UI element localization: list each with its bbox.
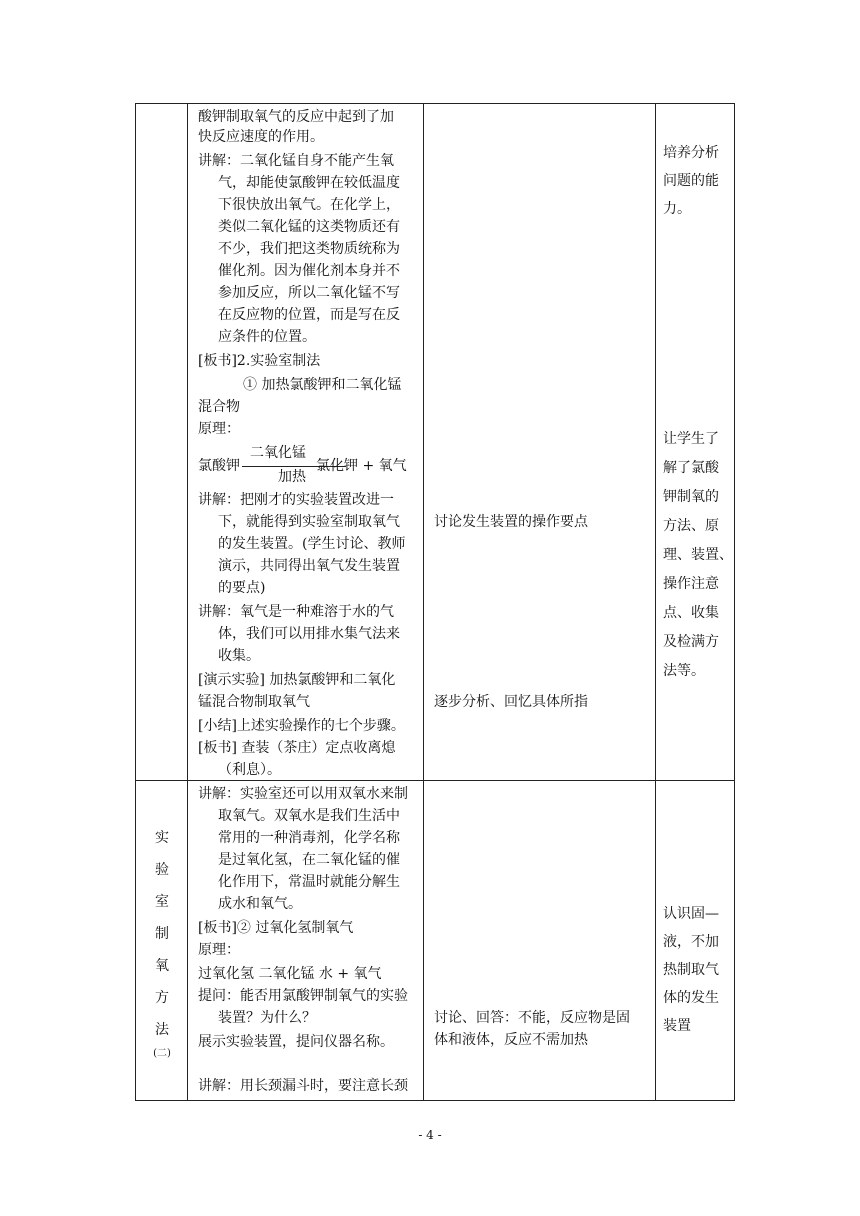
content-line: 收集。	[218, 648, 260, 664]
content-line: [板书]② 过氧化氢制氧气	[198, 920, 354, 936]
content-line: 不少，我们把这类物质统称为	[218, 241, 400, 257]
section-char: 氧	[155, 958, 169, 974]
content-line: 快反应速度的作用。	[198, 129, 324, 145]
content-line: 体，我们可以用排水集气法来	[218, 626, 400, 642]
objective-line: 热制取气	[663, 962, 719, 978]
objective-line: 问题的能	[663, 173, 719, 189]
content-line: 在反应物的位置，而是写在反	[218, 307, 400, 323]
activity-line: 讨论发生装置的操作要点	[434, 514, 588, 530]
content-line: 混合物	[198, 399, 240, 415]
section-cell	[136, 781, 188, 1101]
content-line: 讲解：二氧化锰自身不能产生氧	[198, 153, 394, 169]
lesson-plan-table	[135, 103, 735, 1101]
content-line: 原理：	[198, 942, 240, 958]
objective-line: 钾制氧的	[663, 489, 719, 505]
objective-cell	[656, 104, 735, 781]
objective-line: 体的发生	[663, 990, 719, 1006]
objective-line: 解了氯酸	[663, 460, 719, 476]
objective-line: 装置	[663, 1018, 691, 1034]
activity-line: 讨论、回答：不能，反应物是固	[434, 1010, 630, 1026]
objective-line: 让学生了	[663, 431, 719, 447]
objective-line: 操作注意	[663, 576, 719, 592]
objective-cell	[656, 781, 735, 1101]
content-line: 应条件的位置。	[218, 329, 316, 345]
activity-line: 体和液体，反应不需加热	[434, 1032, 588, 1048]
content-line: 下，就能得到实验室制取氧气	[218, 514, 400, 530]
content-line: 讲解：把刚才的实验装置改进一	[198, 492, 394, 508]
content-line: 提问：能否用氯酸钾制氧气的实验	[198, 988, 408, 1004]
table-row	[136, 104, 735, 781]
content-line: 类似二氧化锰的这类物质还有	[218, 219, 400, 235]
objective-line: 法等。	[663, 663, 705, 679]
objective-line: 理、装置、	[663, 547, 733, 563]
content-line: 展示实验装置，提问仪器名称。	[198, 1034, 394, 1050]
activity-cell	[424, 781, 656, 1101]
content-line: 气，却能使氯酸钾在较低温度	[218, 175, 400, 191]
content-line: （利息）。	[218, 762, 281, 778]
reaction-condition-top: 二氧化锰	[250, 445, 306, 461]
content-cell	[188, 781, 424, 1101]
content-line: 演示，共同得出氧气发生装置	[218, 558, 400, 574]
content-line: 参加反应，所以二氧化锰不写	[218, 285, 400, 301]
content-line: 讲解：实验室还可以用双氧水来制	[198, 786, 408, 802]
reaction-products: 氯化钾 + 氧气	[316, 458, 407, 474]
objective-line: 液，不加	[663, 934, 719, 950]
content-line: 锰混合物制取氧气	[198, 694, 310, 710]
content-line: 是过氧化氢，在二氧化锰的催	[218, 852, 400, 868]
section-char: 制	[155, 926, 169, 942]
content-line: 成水和氧气。	[218, 896, 302, 912]
content-line: 原理：	[198, 421, 240, 437]
section-char: 方	[155, 990, 169, 1006]
section-char: 室	[155, 894, 169, 910]
reaction-reactant: 氯酸钾	[198, 458, 240, 474]
content-line: 催化剂。因为催化剂本身并不	[218, 263, 400, 279]
table-row	[136, 781, 735, 1101]
content-line: [板书]2.实验室制法	[198, 353, 321, 369]
section-char: (二)	[153, 1048, 171, 1059]
objective-line: 认识固—	[663, 906, 719, 922]
page-number: - 4 -	[418, 1128, 442, 1142]
objective-line: 及检满方	[663, 634, 719, 650]
content-line: [板书] 查装（茶庄）定点收离熄	[198, 740, 396, 756]
section-char: 实	[155, 830, 169, 846]
section-char: 验	[155, 862, 169, 878]
content-line: 讲解：用长颈漏斗时，要注意长颈	[198, 1078, 408, 1094]
content-line: 下很快放出氧气。在化学上，	[218, 197, 400, 213]
content-line: 讲解：氧气是一种难溶于水的气	[198, 604, 394, 620]
section-cell	[136, 104, 188, 781]
content-line: 的发生装置。(学生讨论、教师	[218, 536, 406, 552]
content-line: 取氧气。双氧水是我们生活中	[218, 808, 400, 824]
content-line: 的要点)	[218, 580, 266, 596]
content-line: 过氧化氢 二氧化锰 水 + 氧气	[198, 966, 382, 982]
objective-line: 培养分析	[663, 145, 719, 161]
content-line: ① 加热氯酸钾和二氧化锰	[243, 377, 402, 393]
content-line: 常用的一种消毒剂，化学名称	[218, 830, 400, 846]
objective-line: 方法、原	[663, 518, 719, 534]
section-char: 法	[155, 1022, 169, 1038]
objective-line: 点、收集	[663, 605, 719, 621]
content-line: 装置？为什么？	[218, 1010, 316, 1026]
reaction-condition-bottom: 加热	[278, 469, 306, 485]
content-line: 化作用下，常温时就能分解生	[218, 874, 400, 890]
content-line: 酸钾制取氧气的反应中起到了加	[198, 109, 394, 125]
content-cell	[188, 104, 424, 781]
objective-line: 力。	[663, 201, 691, 217]
activity-line: 逐步分析、回忆具体所指	[434, 694, 588, 710]
content-line: [演示实验] 加热氯酸钾和二氧化	[198, 672, 396, 688]
content-line: [小结]上述实验操作的七个步骤。	[198, 718, 405, 734]
activity-cell	[424, 104, 656, 781]
